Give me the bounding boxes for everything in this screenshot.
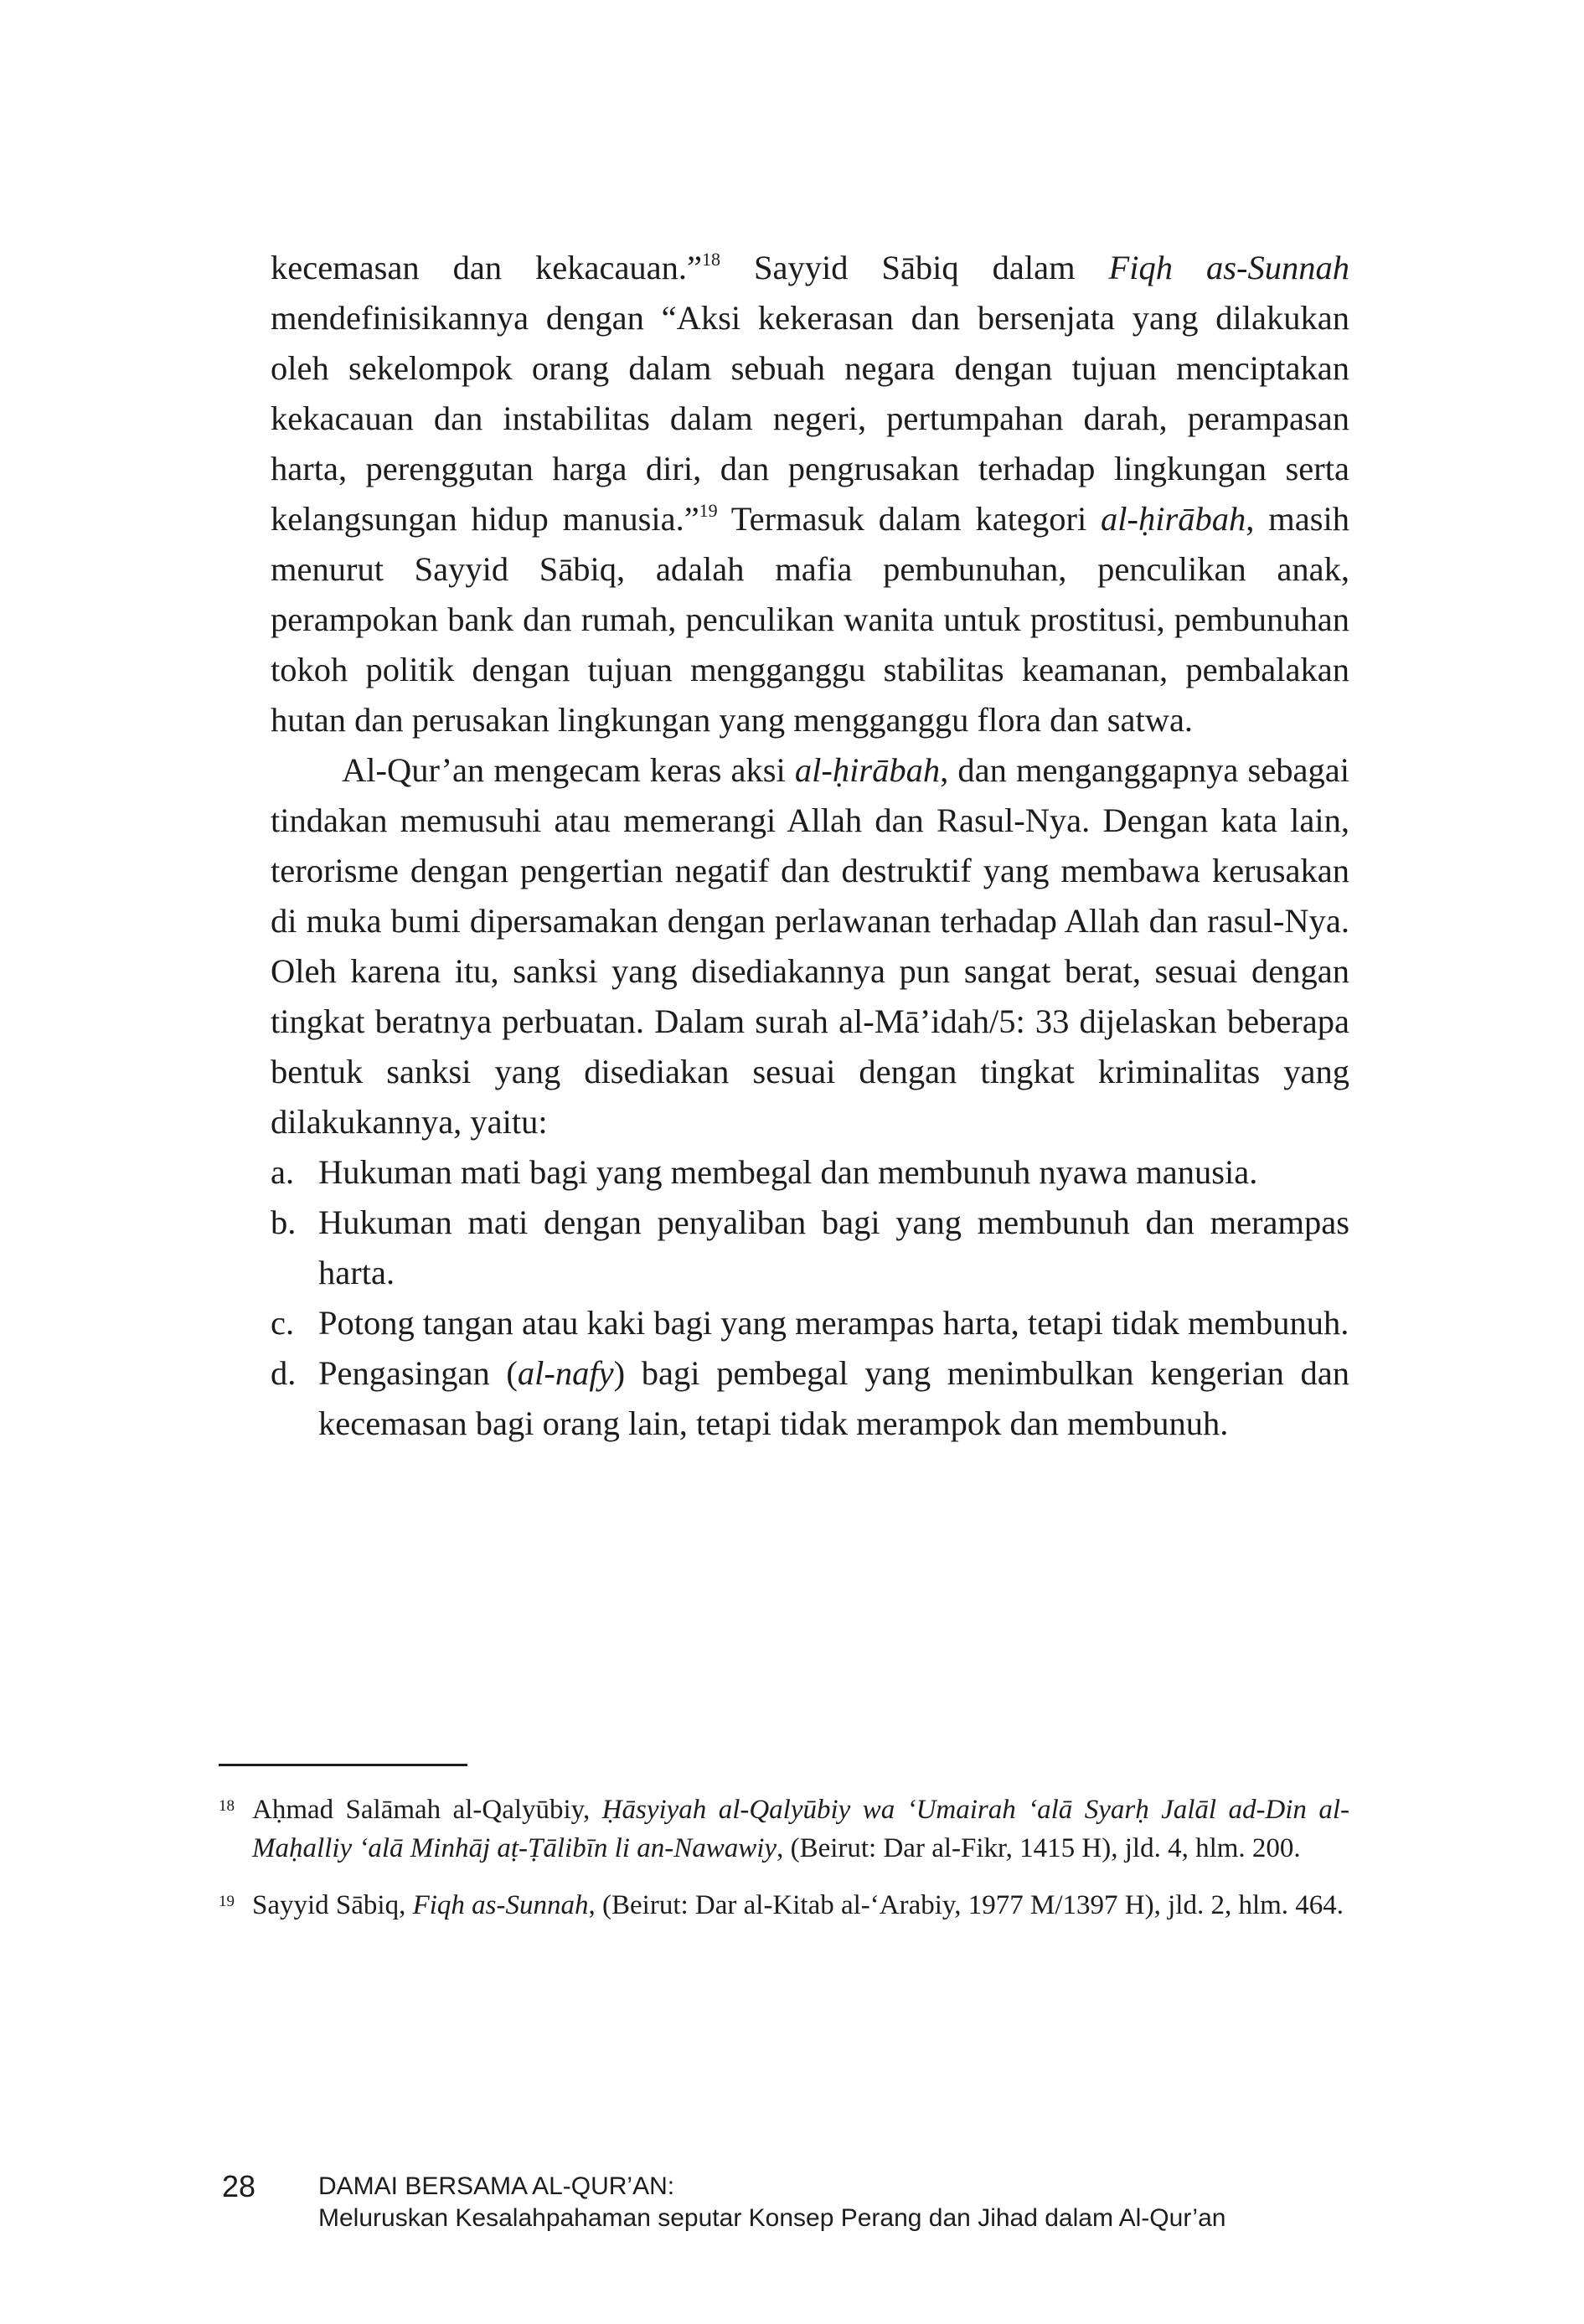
running-title <box>318 2171 1407 2234</box>
footnote-text: Aḥmad Salāmah al-Qalyūbiy, <box>252 1795 602 1825</box>
paragraph-2 <box>271 745 1349 1147</box>
footnotes <box>219 1791 1349 1943</box>
paragraph-text: , masih menurut Sayyid Sābiq, adalah mafia pembunuhan, penculikan anak, perampokan bank dan rumah, penculikan wanita untuk prostitusi, pembunuhan tokoh politik dengan tujuan mengganggu stabilitas keamanan, pembalakan hutan dan perusakan lingkungan yang mengganggu flora dan satwa. <box>271 500 1349 739</box>
paragraph-text: Al-Qur’an mengecam keras aksi <box>342 751 795 789</box>
footnote-18 <box>219 1791 1349 1868</box>
main-text <box>271 243 1349 1449</box>
paragraph-1 <box>271 243 1349 745</box>
footnote-number: 19 <box>219 1893 235 1910</box>
paragraph-text: Sayyid Sābiq dalam <box>720 249 1109 286</box>
list-item-text: ) bagi pembegal yang menimbulkan kengerian dan kecemasan bagi orang lain, tetapi tidak merampok dan membunuh. <box>318 1354 1350 1442</box>
paragraph-text: , dan menganggapnya sebagai tindakan memusuhi atau memerangi Allah dan Rasul-Nya. Dengan kata lain, terorisme dengan pengertian negatif dan destruktif yang membawa kerusakan di muka bumi dipersamakan dengan perlawanan terhadap Allah dan rasul-Nya. Oleh karena itu, sanksi yang disediakannya pun sangat berat, sesuai dengan tingkat beratnya perbuatan. Dalam surah al-Mā’idah/5: 33 dijelaskan beberapa bentuk sanksi yang disediakan sesuai dengan tingkat kriminalitas yang dilakukannya, yaitu: <box>271 751 1349 1141</box>
paragraph-text: mendefinisikannya dengan “Aksi kekerasan dan bersenjata yang dilakukan oleh sekelompok orang dalam sebuah negara dengan tujuan menciptakan kekacauan dan instabilitas dalam negeri, pertumpahan darah, perampasan harta, perenggutan harga diri, dan pengrusakan terhadap lingkungan serta kelangsungan hidup manusia.” <box>271 299 1349 538</box>
page-number: 28 <box>222 2169 256 2203</box>
sanction-list <box>271 1147 1349 1449</box>
list-marker: b. <box>271 1203 297 1241</box>
list-item-b <box>271 1198 1349 1298</box>
footnote-text: Sayyid Sābiq, <box>252 1890 413 1920</box>
term-italic: al-ḥirābah <box>794 751 941 789</box>
list-item-text: Potong tangan atau kaki bagi yang merampas harta, tetapi tidak membunuh. <box>318 1304 1349 1342</box>
paragraph-text: Termasuk dalam kategori <box>717 500 1102 538</box>
footnote-ref-19[interactable]: 19 <box>699 499 718 521</box>
list-item-text: Hukuman mati bagi yang membegal dan membunuh nyawa manusia. <box>318 1153 1258 1191</box>
footnote-title-italic: Fiqh as-Sunnah <box>412 1890 589 1920</box>
list-marker: c. <box>271 1304 295 1342</box>
book-title: DAMAI BERSAMA AL-QUR’AN: <box>318 2172 675 2200</box>
book-title-italic: Fiqh as-Sunnah <box>1108 249 1349 286</box>
paragraph-text: kecemasan dan kekacauan.” <box>271 249 703 286</box>
list-item-a <box>271 1147 1349 1198</box>
list-item-text: Hukuman mati dengan penyaliban bagi yang membunuh dan merampas harta. <box>318 1203 1349 1291</box>
list-marker: a. <box>271 1153 295 1191</box>
footnote-ref-18[interactable]: 18 <box>702 248 721 270</box>
term-italic: al-ḥirābah <box>1101 500 1246 538</box>
term-italic: al-nafy <box>517 1354 614 1392</box>
footnote-text: , (Beirut: Dar al-Kitab al-‘Arabiy, 1977 M/1397 H), jld. 2, hlm. 464. <box>588 1890 1344 1920</box>
footnote-text: , (Beirut: Dar al-Fikr, 1415 H), jld. 4, hlm. 200. <box>777 1833 1301 1863</box>
footnote-19 <box>219 1886 1349 1925</box>
list-item-d <box>271 1348 1349 1449</box>
footnote-divider <box>219 1764 467 1766</box>
list-marker: d. <box>271 1354 297 1392</box>
list-item-c <box>271 1298 1349 1348</box>
footnote-number: 18 <box>219 1797 235 1815</box>
book-subtitle: Meluruskan Kesalahpahaman seputar Konsep Perang dan Jihad dalam Al-Qur’an <box>318 2204 1226 2232</box>
list-item-text: Pengasingan ( <box>318 1354 518 1392</box>
footnote-title-italic: Ḥāsyiyah al-Qalyūbiy wa ‘Umairah ‘alā Syarḥ Jalāl ad-Din al-Maḥalliy ‘alā Minhāj aṭ-Ṭālibīn li an-Nawawiy <box>252 1795 1349 1863</box>
